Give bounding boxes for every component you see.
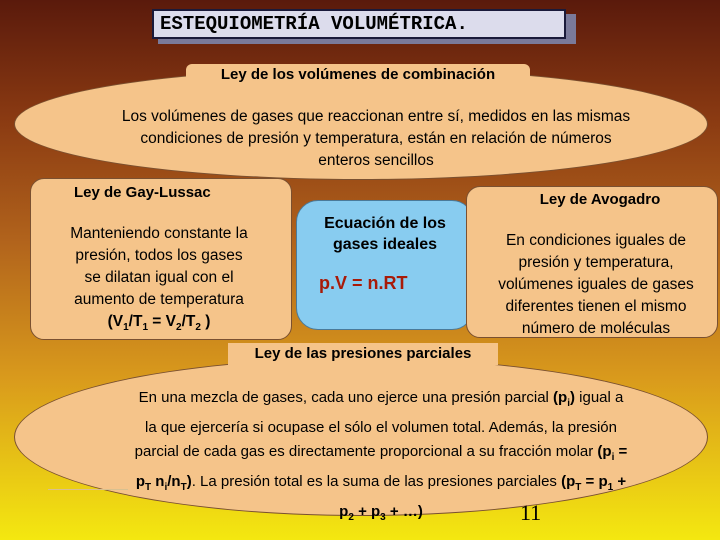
combinacion-line: enteros sencillos [318, 152, 434, 169]
combinacion-line: condiciones de presión y temperatura, están en relación de números [140, 130, 612, 147]
gay-lussac-formula: ($V_1/T_1 = V_2/T_2$ ) [107, 313, 211, 334]
presiones-line: En una mezcla de gases, cada uno ejerce una presión parcial $(p_i)$ igual a [138, 389, 624, 409]
gay-lussac-label: Ley de Gay-Lussac [52, 182, 270, 204]
gay-lussac-text [38, 223, 280, 339]
presiones-label: Ley de las presiones parciales [228, 343, 498, 365]
gay-lussac-line: presión, todos los gases [75, 247, 243, 264]
gay-lussac-line: se dilatan igual con el [84, 269, 234, 286]
combinacion-line: Los volúmenes de gases que reaccionan entre sí, medidos en las mismas [121, 108, 631, 125]
ideal-gas-equation: p.V = n.RT [319, 273, 408, 293]
avogadro-text [474, 230, 718, 340]
presiones-line: $p_2 + p_3$ + …) [339, 503, 423, 523]
presiones-text [66, 386, 696, 530]
decorative-line [48, 489, 128, 490]
page-title: ESTEQUIOMETRÍA VOLUMÉTRICA. [152, 9, 566, 39]
avogadro-line: presión y temperatura, [518, 254, 674, 271]
avogadro-line: En condiciones iguales de [505, 232, 687, 249]
gay-lussac-line: aumento de temperatura [74, 291, 244, 308]
page-number: 11 [520, 500, 542, 525]
gay-lussac-line: Manteniendo constante la [70, 225, 248, 242]
avogadro-line: diferentes tienen el mismo [505, 298, 687, 315]
combinacion-label: Ley de los volúmenes de combinación [186, 64, 530, 86]
avogadro-line: número de moléculas [521, 320, 671, 337]
presiones-line: $p_T$ $n_i/n_T$). La presión total es la suma de las presiones parciales ($p_T = p_1$ + [135, 473, 627, 493]
gases-ideales-title: Ecuación de los gases ideales [324, 215, 446, 253]
presiones-line: la que ejercería si ocupase el sólo el volumen total. Además, la presión [145, 419, 617, 436]
gases-ideales-box [296, 200, 474, 330]
avogadro-label: Ley de Avogadro [500, 189, 700, 211]
avogadro-line: volúmenes iguales de gases [498, 276, 694, 293]
presiones-line: parcial de cada gas es directamente proporcional a su fracción molar ($p_i$ = [134, 443, 628, 463]
combinacion-text [60, 106, 692, 172]
